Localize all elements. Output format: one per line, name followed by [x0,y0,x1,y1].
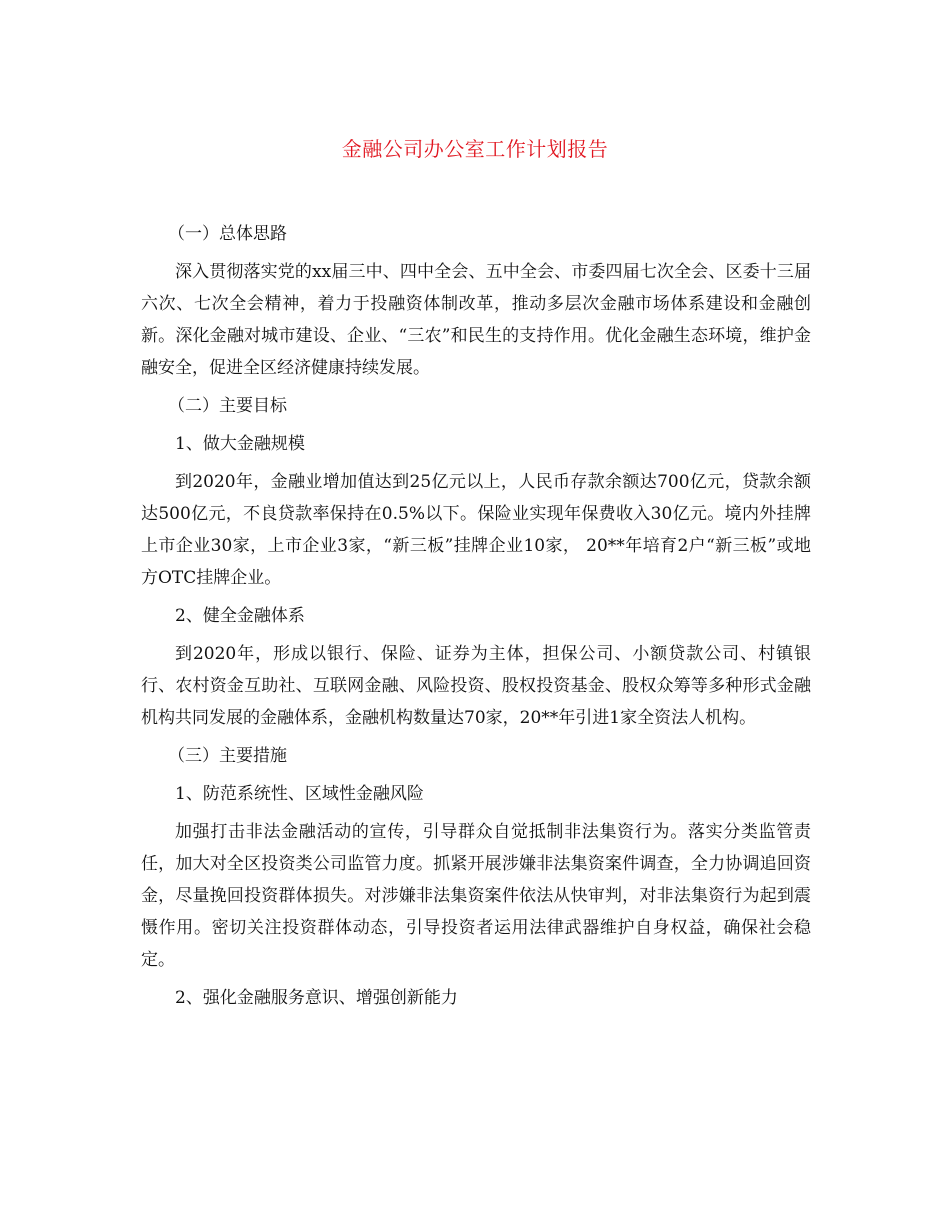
paragraph: 加强打击非法金融活动的宣传，引导群众自觉抵制非法集资行为。落实分类监管责任，加大对全区投资类公司监管力度。抓紧开展涉嫌非法集资案件调查，全力协调追回资金，尽量挽回投资群体损失。对涉嫌非法集资案件依法从快审判，对非法集资行为起到震慑作用。密切关注投资群体动态，引导投资者运用法律武器维护自身权益，确保社会稳定。 [141,822,811,970]
paragraph: 到2020年，形成以银行、保险、证券为主体，担保公司、小额贷款公司、村镇银行、农村资金互助社、互联网金融、风险投资、股权投资基金、股权众筹等多种形式金融机构共同发展的金融体系，金融机构数量达70家，20**年引进1家全资法人机构。 [141,644,811,728]
section-heading: （一）总体思路 [168,224,287,244]
paragraph: 到2020年，金融业增加值达到25亿元以上，人民币存款余额达700亿元，贷款余额达500亿元，不良贷款率保持在0.5%以下。保险业实现年保费收入30亿元。境内外挂牌上市企业30家，上市企业3家，“新三板”挂牌企业10家， 20**年培育2户“新三板”或地方OTC挂牌企业。 [141,472,811,588]
subsection-heading: 2、健全金融体系 [175,606,305,626]
document-title: 金融公司办公室工作计划报告 [341,137,609,161]
section-heading: （三）主要措施 [168,746,287,766]
document-body [141,218,811,1020]
section-heading: （二）主要目标 [168,396,287,416]
paragraph: 深入贯彻落实党的xx届三中、四中全会、五中全会、市委四届七次全会、区委十三届六次、七次全会精神，着力于投融资体制改革，推动多层次金融市场体系建设和金融创新。深化金融对城市建设、企业、“三农”和民生的支持作用。优化金融生态环境，维护金融安全，促进全区经济健康持续发展。 [141,262,811,378]
subsection-heading: 2、强化金融服务意识、增强创新能力 [175,988,458,1008]
subsection-heading: 1、做大金融规模 [175,434,305,454]
subsection-heading: 1、防范系统性、区域性金融风险 [175,784,424,804]
